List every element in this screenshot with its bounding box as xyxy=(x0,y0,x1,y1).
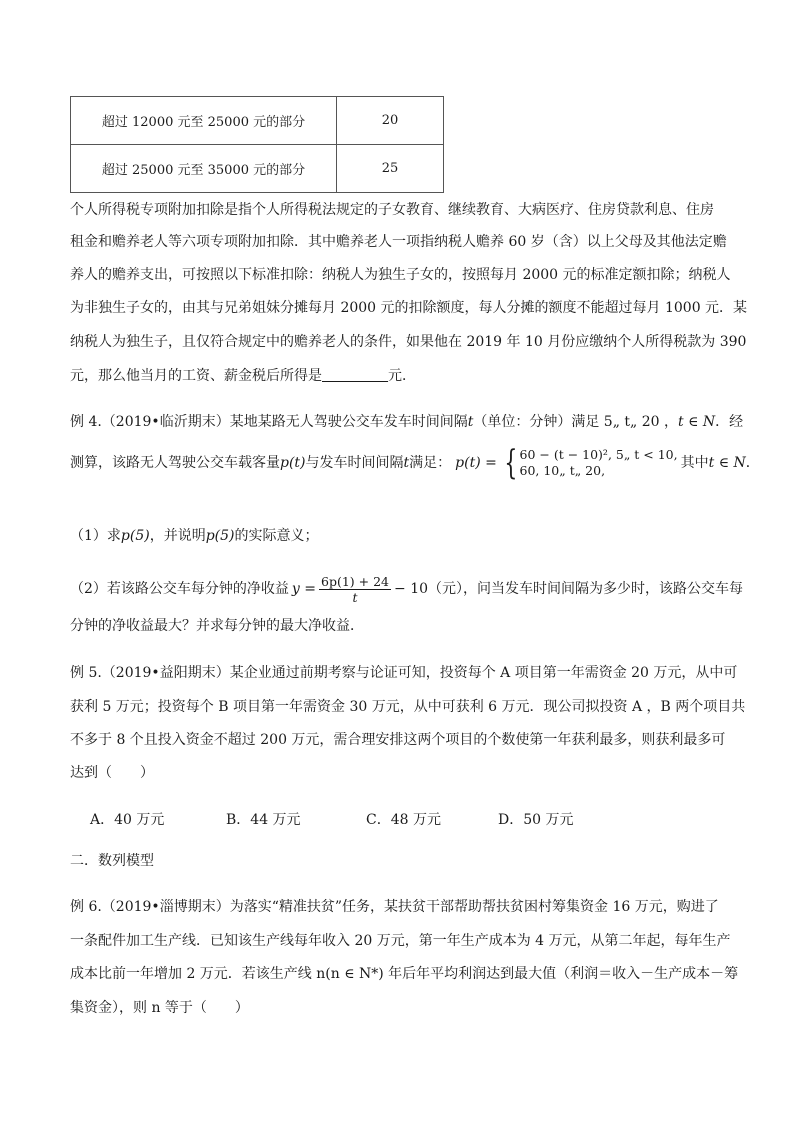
math-var: t xyxy=(467,414,474,430)
example-4-line xyxy=(70,412,744,432)
text-span: 的实际意义； xyxy=(234,528,319,544)
case-line: 60, 10„ t„ 20, xyxy=(519,463,606,478)
paragraph-line: 个人所得税专项附加扣除是指个人所得税法规定的子女教育、继续教育、大病医疗、住房贷款利息、住房 xyxy=(70,202,714,218)
table-cell-rate: 25 xyxy=(337,145,444,193)
table-cell-range: 超过 25000 元至 35000 元的部分 xyxy=(71,145,337,193)
text-span: （1）求 xyxy=(70,528,121,544)
paragraph-line: 租金和赡养老人等六项专项附加扣除．其中赡养老人一项指纳税人赡养 60 岁（含）以上父母及其他法定赡 xyxy=(70,234,727,250)
brace-glyph: { xyxy=(504,443,518,483)
fraction xyxy=(319,574,391,605)
math-expr: t ∈ N xyxy=(708,455,746,471)
text-span: 例 4.（2019•临沂期末）某地某路无人驾驶公交车发车时间间隔 xyxy=(70,414,468,430)
choice-a: A．40 万元 xyxy=(90,812,165,828)
text-span: ．经 xyxy=(715,414,744,430)
text-span: 与发车时间间隔 xyxy=(305,455,404,471)
fraction-denominator: t xyxy=(352,589,358,605)
text-span: 元，那么他当月的工资、薪金税后所得是 xyxy=(70,368,322,384)
example-5-line: 达到（ ） xyxy=(70,765,154,781)
math-expr: y = xyxy=(291,581,317,597)
example-6-line: 一条配件加工生产线．已知该生产线每年收入 20 万元，第一年生产成本为 4 万元，从第二年起，每年生产 xyxy=(70,933,731,949)
question-2-line xyxy=(70,572,744,606)
fraction-numerator: 6p(1) + 24 xyxy=(321,573,390,589)
example-6-line: 集资金），则 n 等于（ ） xyxy=(70,1000,249,1016)
text-span: ． xyxy=(745,455,760,471)
answer-choices xyxy=(90,809,690,829)
text-span: 测算，该路无人驾驶公交车载客量 xyxy=(70,455,280,471)
tax-rate-table xyxy=(70,96,444,193)
text-span: 其中 xyxy=(680,455,709,471)
example-6-line: 例 6.（2019•淄博期末）为落实“精准扶贫”任务，某扶贫干部帮助帮扶贫困村筹集资金 16 万元，购进了 xyxy=(70,899,719,915)
example-5-line: 获利 5 万元；投资每个 B 项目第一年需资金 30 万元，从中可获利 6 万元．现公司拟投资 A ，B 两个项目共 xyxy=(70,699,746,715)
piecewise-cases xyxy=(520,447,678,479)
text-span: （单位：分钟）满足 5„ t„ 20 ， xyxy=(473,414,678,430)
text-span: ，并说明 xyxy=(149,528,206,544)
answer-blank xyxy=(322,367,388,382)
piecewise-function xyxy=(500,443,678,483)
math-expr: p(t) xyxy=(280,455,306,471)
choice-d: D．50 万元 xyxy=(498,812,574,828)
paragraph-line: 为非独生子女的，由其与兄弟姐妹分摊每月 2000 元的扣除额度，每人分摊的额度不能超过每月 1000 元．某 xyxy=(70,300,748,316)
example-6-line: 成本比前一年增加 2 万元．若该生产线 n(n ∈ N*) 年后年平均利润达到最大值（利润＝收入－生产成本－筹 xyxy=(70,966,739,982)
paragraph-line xyxy=(70,366,730,386)
math-expr: p(5) xyxy=(205,528,235,544)
paragraph-line: 纳税人为独生子，且仅符合规定中的赡养老人的条件，如果他在 2019 年 10 月份应缴纳个人所得税款为 390 xyxy=(70,334,747,350)
question-1-line xyxy=(70,526,730,546)
table-cell-rate: 20 xyxy=(337,97,444,145)
text-span: 元． xyxy=(388,368,416,384)
paragraph-line: 养人的赡养支出，可按照以下标准扣除：纳税人为独生子女的，按照每月 2000 元的标准定额扣除；纳税人 xyxy=(70,267,731,283)
text-span: − 10（元），问当发车时间间隔为多少时，该路公交车每 xyxy=(394,581,744,597)
choice-b: B．44 万元 xyxy=(226,812,301,828)
math-expr: p(t) = xyxy=(455,455,497,471)
example-4-line xyxy=(70,443,760,483)
text-span: 满足： xyxy=(409,455,452,471)
text-span: （2）若该路公交车每分钟的净收益 xyxy=(70,581,289,597)
question-2-line: 分钟的净收益最大？并求每分钟的最大净收益． xyxy=(70,618,364,634)
table-row xyxy=(71,97,444,145)
math-expr: p(5) xyxy=(120,528,150,544)
math-var: t xyxy=(403,455,410,471)
table-row xyxy=(71,145,444,193)
table-cell-range: 超过 12000 元至 25000 元的部分 xyxy=(71,97,337,145)
choice-c: C．48 万元 xyxy=(366,812,441,828)
section-heading: 二．数列模型 xyxy=(70,853,154,869)
example-5-line: 不多于 8 个且投入资金不超过 200 万元，需合理安排这两个项目的个数使第一年获利最多，则获利最多可 xyxy=(70,732,726,748)
math-expr: t ∈ N xyxy=(678,414,716,430)
case-line: 60 − (t − 10)², 5„ t < 10, xyxy=(519,447,678,462)
example-5-line: 例 5.（2019•益阳期末）某企业通过前期考察与论证可知，投资每个 A 项目第一年需资金 20 万元，从中可 xyxy=(70,665,738,681)
